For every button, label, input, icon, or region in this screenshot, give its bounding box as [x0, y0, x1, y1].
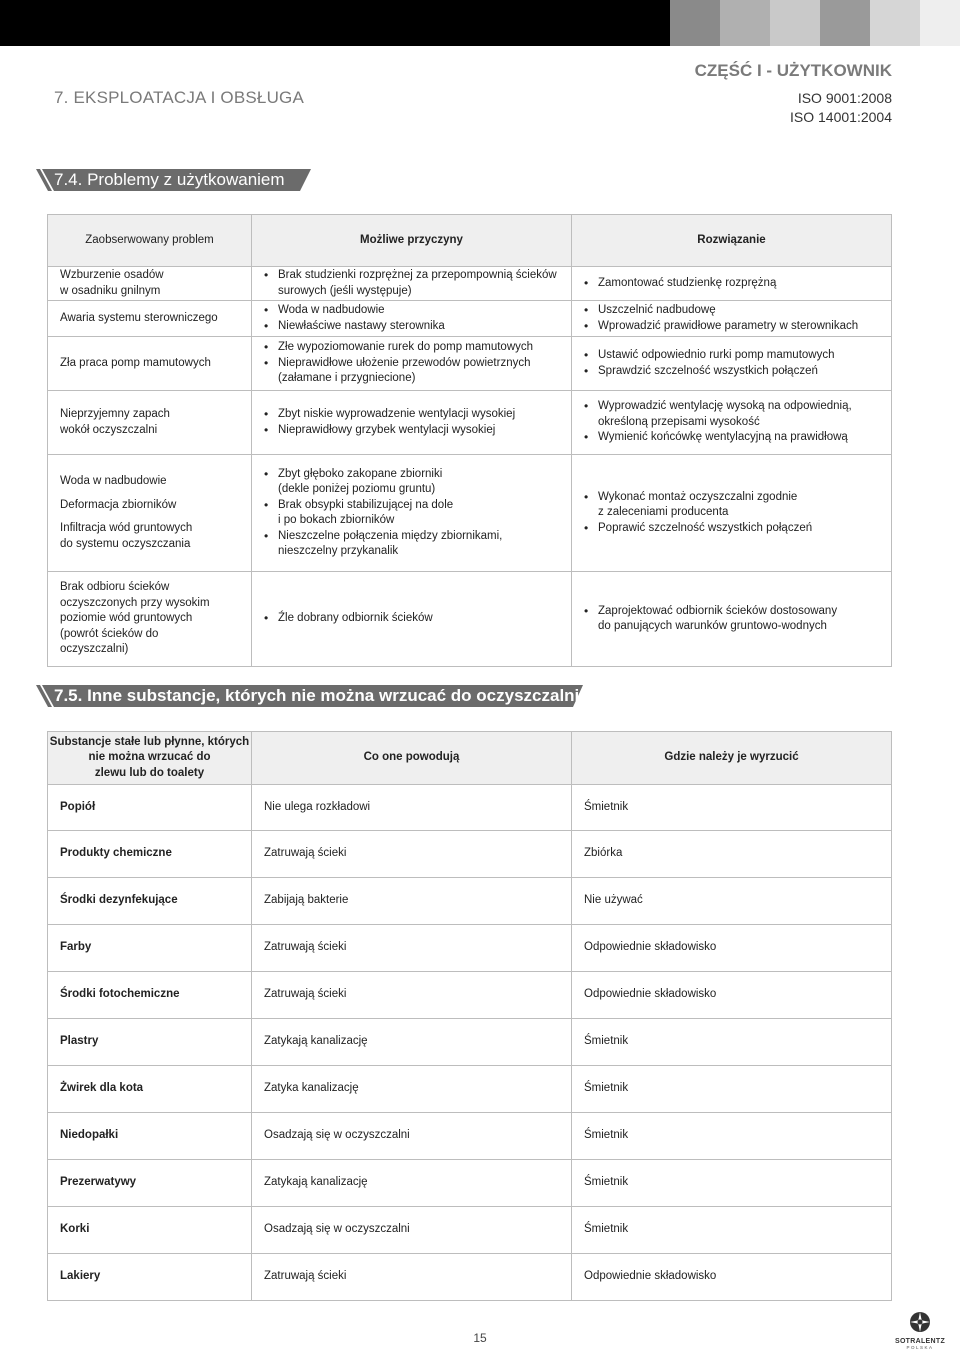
- substance-cell: Produkty chemiczne: [48, 831, 252, 878]
- solution-item: [584, 303, 881, 319]
- substance-cell: Lakiery: [48, 1254, 252, 1301]
- text-line: • Woda w nadbudowie: [278, 304, 385, 316]
- cause-cell: [252, 455, 572, 572]
- problem-line: Wzburzenie osadów: [60, 269, 164, 281]
- disposal-cell: Odpowiednie składowisko: [572, 1254, 892, 1301]
- text-line: surowych (jeśli występuje): [278, 284, 412, 297]
- swatch-2: [720, 0, 770, 46]
- effect-cell: Zatyka kanalizację: [252, 1066, 572, 1113]
- cause-item: [264, 268, 561, 299]
- disposal-cell: Zbiórka: [572, 831, 892, 878]
- table-row: [48, 785, 892, 831]
- swatch-4: [820, 0, 870, 46]
- problem-line: poziomie wód gruntowych: [60, 612, 193, 625]
- table-header-row: [48, 215, 892, 267]
- problem-cell: [48, 267, 252, 301]
- substance-cell: Plastry: [48, 1019, 252, 1066]
- substance-cell: Środki dezynfekujące: [48, 878, 252, 925]
- solution-item: [584, 604, 881, 635]
- text-line: nieszczelny przykanalik: [278, 545, 399, 557]
- effect-cell: Zabijają bakterie: [252, 878, 572, 925]
- text-line: • Zbyt niskie wyprowadzenie wentylacji wysokiej: [278, 408, 516, 420]
- solution-item: [584, 490, 881, 521]
- effect-cell: Osadzają się w oczyszczalni: [252, 1113, 572, 1160]
- problem-cell: [48, 301, 252, 337]
- text-line: • Zamontować studzienkę rozprężną: [598, 276, 777, 289]
- problems-table: [47, 214, 892, 667]
- solution-item: [584, 399, 881, 430]
- logo-icon: [909, 1311, 931, 1333]
- cause-cell: [252, 267, 572, 301]
- table-row: [48, 1160, 892, 1207]
- cause-item: [264, 498, 561, 529]
- problem-cell: [48, 337, 252, 391]
- problem-line: Nieprzyjemny zapach: [60, 408, 170, 420]
- problem-line: wokół oczyszczalni: [60, 423, 158, 436]
- disposal-cell: Odpowiednie składowisko: [572, 925, 892, 972]
- col-header-effect: Co one powodują: [252, 732, 572, 785]
- problem-line: do systemu oczyszczania: [60, 537, 191, 550]
- col-header-substance: Substancje stałe lub płynne, których nie można wrzucać do zlewu lub do toalety: [48, 732, 252, 785]
- problem-line: Infiltracja wód gruntowych: [60, 522, 193, 534]
- disposal-cell: Śmietnik: [572, 1113, 892, 1160]
- solution-item: [584, 364, 881, 380]
- text-line: • Zbyt głęboko zakopane zbiorniki: [278, 467, 443, 480]
- table-row: [48, 831, 892, 878]
- problem-line: w osadniku gnilnym: [60, 284, 161, 297]
- disposal-cell: Śmietnik: [572, 1207, 892, 1254]
- solution-cell: [572, 267, 892, 301]
- iso-14001: ISO 14001:2004: [790, 109, 892, 125]
- disposal-cell: Śmietnik: [572, 1066, 892, 1113]
- effect-cell: Nie ulega rozkładowi: [252, 785, 572, 831]
- table-row: [48, 1066, 892, 1113]
- text-line: • Sprawdzić szczelność wszystkich połączeń: [598, 364, 818, 377]
- col-header-problem: Zaobserwowany problem: [48, 215, 252, 267]
- col-header-solution: Rozwiązanie: [572, 215, 892, 267]
- part-label: CZĘŚĆ I - UŻYTKOWNIK: [694, 61, 892, 80]
- solution-cell: [572, 455, 892, 572]
- cause-cell: [252, 391, 572, 455]
- text-line: • Niewłaściwe nastawy sterownika: [278, 319, 445, 332]
- table-row: [48, 267, 892, 301]
- problem-line: Brak odbioru ścieków: [60, 581, 170, 594]
- substance-cell: Niedopałki: [48, 1113, 252, 1160]
- problem-line: [60, 513, 241, 521]
- table-row: [48, 391, 892, 455]
- text-line: • Wyprowadzić wentylację wysoką na odpowiednią,: [598, 400, 852, 413]
- text-line: • Nieszczelne połączenia między zbiornikami,: [278, 529, 503, 542]
- col-header-causes: Możliwe przyczyny: [252, 215, 572, 267]
- problem-line: Zła praca pomp mamutowych: [60, 356, 211, 369]
- text-line: (dekle poniżej poziomu gruntu): [278, 483, 436, 495]
- text-line: • Źle dobrany odbiornik ścieków: [278, 612, 433, 625]
- problem-line: Awaria systemu sterowniczego: [60, 311, 218, 324]
- text-line: do panujących warunków gruntowo-wodnych: [598, 620, 827, 632]
- problem-line: [60, 490, 241, 498]
- section-title: 7.5. Inne substancje, których nie można wrzucać do oczyszczalni: [54, 686, 580, 705]
- text-line: • Wykonać montaż oczyszczalni zgodnie: [598, 490, 798, 503]
- cause-item: [264, 407, 561, 423]
- table-row: [48, 972, 892, 1019]
- problem-line: (powrót ścieków do: [60, 627, 159, 640]
- solution-item: [584, 276, 881, 292]
- effect-cell: Zatykają kanalizację: [252, 1019, 572, 1066]
- disposal-cell: Nie używać: [572, 878, 892, 925]
- logo-sub: POLSKA: [906, 1345, 934, 1350]
- disposal-cell: Śmietnik: [572, 1160, 892, 1207]
- solution-item: [584, 319, 881, 335]
- text-line: • Nieprawidłowe ułożenie przewodów powietrznych: [278, 356, 531, 369]
- effect-cell: Osadzają się w oczyszczalni: [252, 1207, 572, 1254]
- table-row: [48, 455, 892, 572]
- text-line: • Ustawić odpowiednio rurki pomp mamutowych: [598, 349, 835, 361]
- table-row: [48, 925, 892, 972]
- section-title: 7.4. Problemy z użytkowaniem: [54, 170, 285, 189]
- swatch-1: [670, 0, 720, 46]
- logo-name: SOTRALENTZ: [894, 1338, 946, 1345]
- text-line: (załamane i przygniecione): [278, 372, 416, 385]
- text-line: • Złe wypoziomowanie rurek do pomp mamutowych: [278, 341, 534, 354]
- text-line: • Zaprojektować odbiornik ścieków dostosowany: [598, 604, 838, 617]
- swatch-6: [920, 0, 960, 46]
- text-line: określoną przepisami wysokość: [598, 415, 760, 428]
- iso-labels: [790, 89, 892, 127]
- substance-cell: Farby: [48, 925, 252, 972]
- table-row: [48, 1207, 892, 1254]
- solution-item: [584, 521, 881, 537]
- solution-item: [584, 348, 881, 364]
- problem-cell: [48, 455, 252, 572]
- substance-cell: Środki fotochemiczne: [48, 972, 252, 1019]
- iso-9001: ISO 9001:2008: [797, 90, 892, 106]
- text-line: z zaleceniami producenta: [598, 506, 729, 519]
- table-row: [48, 878, 892, 925]
- cause-item: [264, 611, 561, 627]
- solution-cell: [572, 572, 892, 667]
- cause-cell: [252, 337, 572, 391]
- problem-cell: [48, 572, 252, 667]
- cause-cell: [252, 572, 572, 667]
- substance-cell: Popiół: [48, 785, 252, 831]
- effect-cell: Zatruwają ścieki: [252, 1254, 572, 1301]
- text-line: i po bokach zbiorników: [278, 514, 395, 526]
- effect-cell: Zatruwają ścieki: [252, 831, 572, 878]
- substance-cell: Żwirek dla kota: [48, 1066, 252, 1113]
- page-number: 15: [473, 1331, 487, 1345]
- substance-cell: Prezerwatywy: [48, 1160, 252, 1207]
- solution-cell: [572, 391, 892, 455]
- cause-cell: [252, 301, 572, 337]
- swatch-5: [870, 0, 920, 46]
- text-line: • Nieprawidłowy grzybek wentylacji wysokiej: [278, 423, 496, 436]
- cause-item: [264, 303, 561, 319]
- table-row: [48, 572, 892, 667]
- text-line: • Poprawić szczelność wszystkich połączeń: [598, 521, 813, 534]
- effect-cell: Zatykają kanalizację: [252, 1160, 572, 1207]
- text-line: • Wprowadzić prawidłowe parametry w sterownikach: [598, 319, 859, 332]
- table-row: [48, 1113, 892, 1160]
- section-heading: 7. EKSPLOATACJA I OBSŁUGA: [54, 88, 305, 107]
- problem-line: Deformacja zbiorników: [60, 498, 177, 511]
- solution-cell: [572, 301, 892, 337]
- cause-item: [264, 340, 561, 356]
- text-line: • Brak studzienki rozprężnej za przepompownią ścieków: [278, 269, 557, 281]
- effect-cell: Zatruwają ścieki: [252, 972, 572, 1019]
- table-row: [48, 1254, 892, 1301]
- company-logo: [890, 1311, 950, 1350]
- table-row: [48, 337, 892, 391]
- disposal-cell: Śmietnik: [572, 1019, 892, 1066]
- problem-line: Woda w nadbudowie: [60, 475, 167, 487]
- table-header-row: [48, 732, 892, 785]
- effect-cell: Zatruwają ścieki: [252, 925, 572, 972]
- problem-line: oczyszczalni): [60, 643, 129, 656]
- cause-item: [264, 529, 561, 560]
- disposal-cell: Odpowiednie składowisko: [572, 972, 892, 1019]
- col-header-disposal: Gdzie należy je wyrzucić: [572, 732, 892, 785]
- text-line: • Wymienić końcówkę wentylacyjną na prawidłową: [598, 431, 848, 444]
- section-banner-7-5: [28, 685, 588, 707]
- cause-item: [264, 319, 561, 335]
- cause-item: [264, 423, 561, 439]
- solution-cell: [572, 337, 892, 391]
- solution-item: [584, 430, 881, 446]
- section-banner-7-4: [28, 169, 313, 191]
- problem-cell: [48, 391, 252, 455]
- table-row: [48, 1019, 892, 1066]
- substances-table: [47, 731, 892, 1301]
- text-line: • Brak obsypki stabilizującej na dole: [278, 498, 454, 511]
- cause-item: [264, 467, 561, 498]
- text-line: • Uszczelnić nadbudowę: [598, 304, 716, 316]
- cause-item: [264, 356, 561, 387]
- table-row: [48, 301, 892, 337]
- problem-line: oczyszczonych przy wysokim: [60, 596, 210, 609]
- disposal-cell: Śmietnik: [572, 785, 892, 831]
- swatch-3: [770, 0, 820, 46]
- substance-cell: Korki: [48, 1207, 252, 1254]
